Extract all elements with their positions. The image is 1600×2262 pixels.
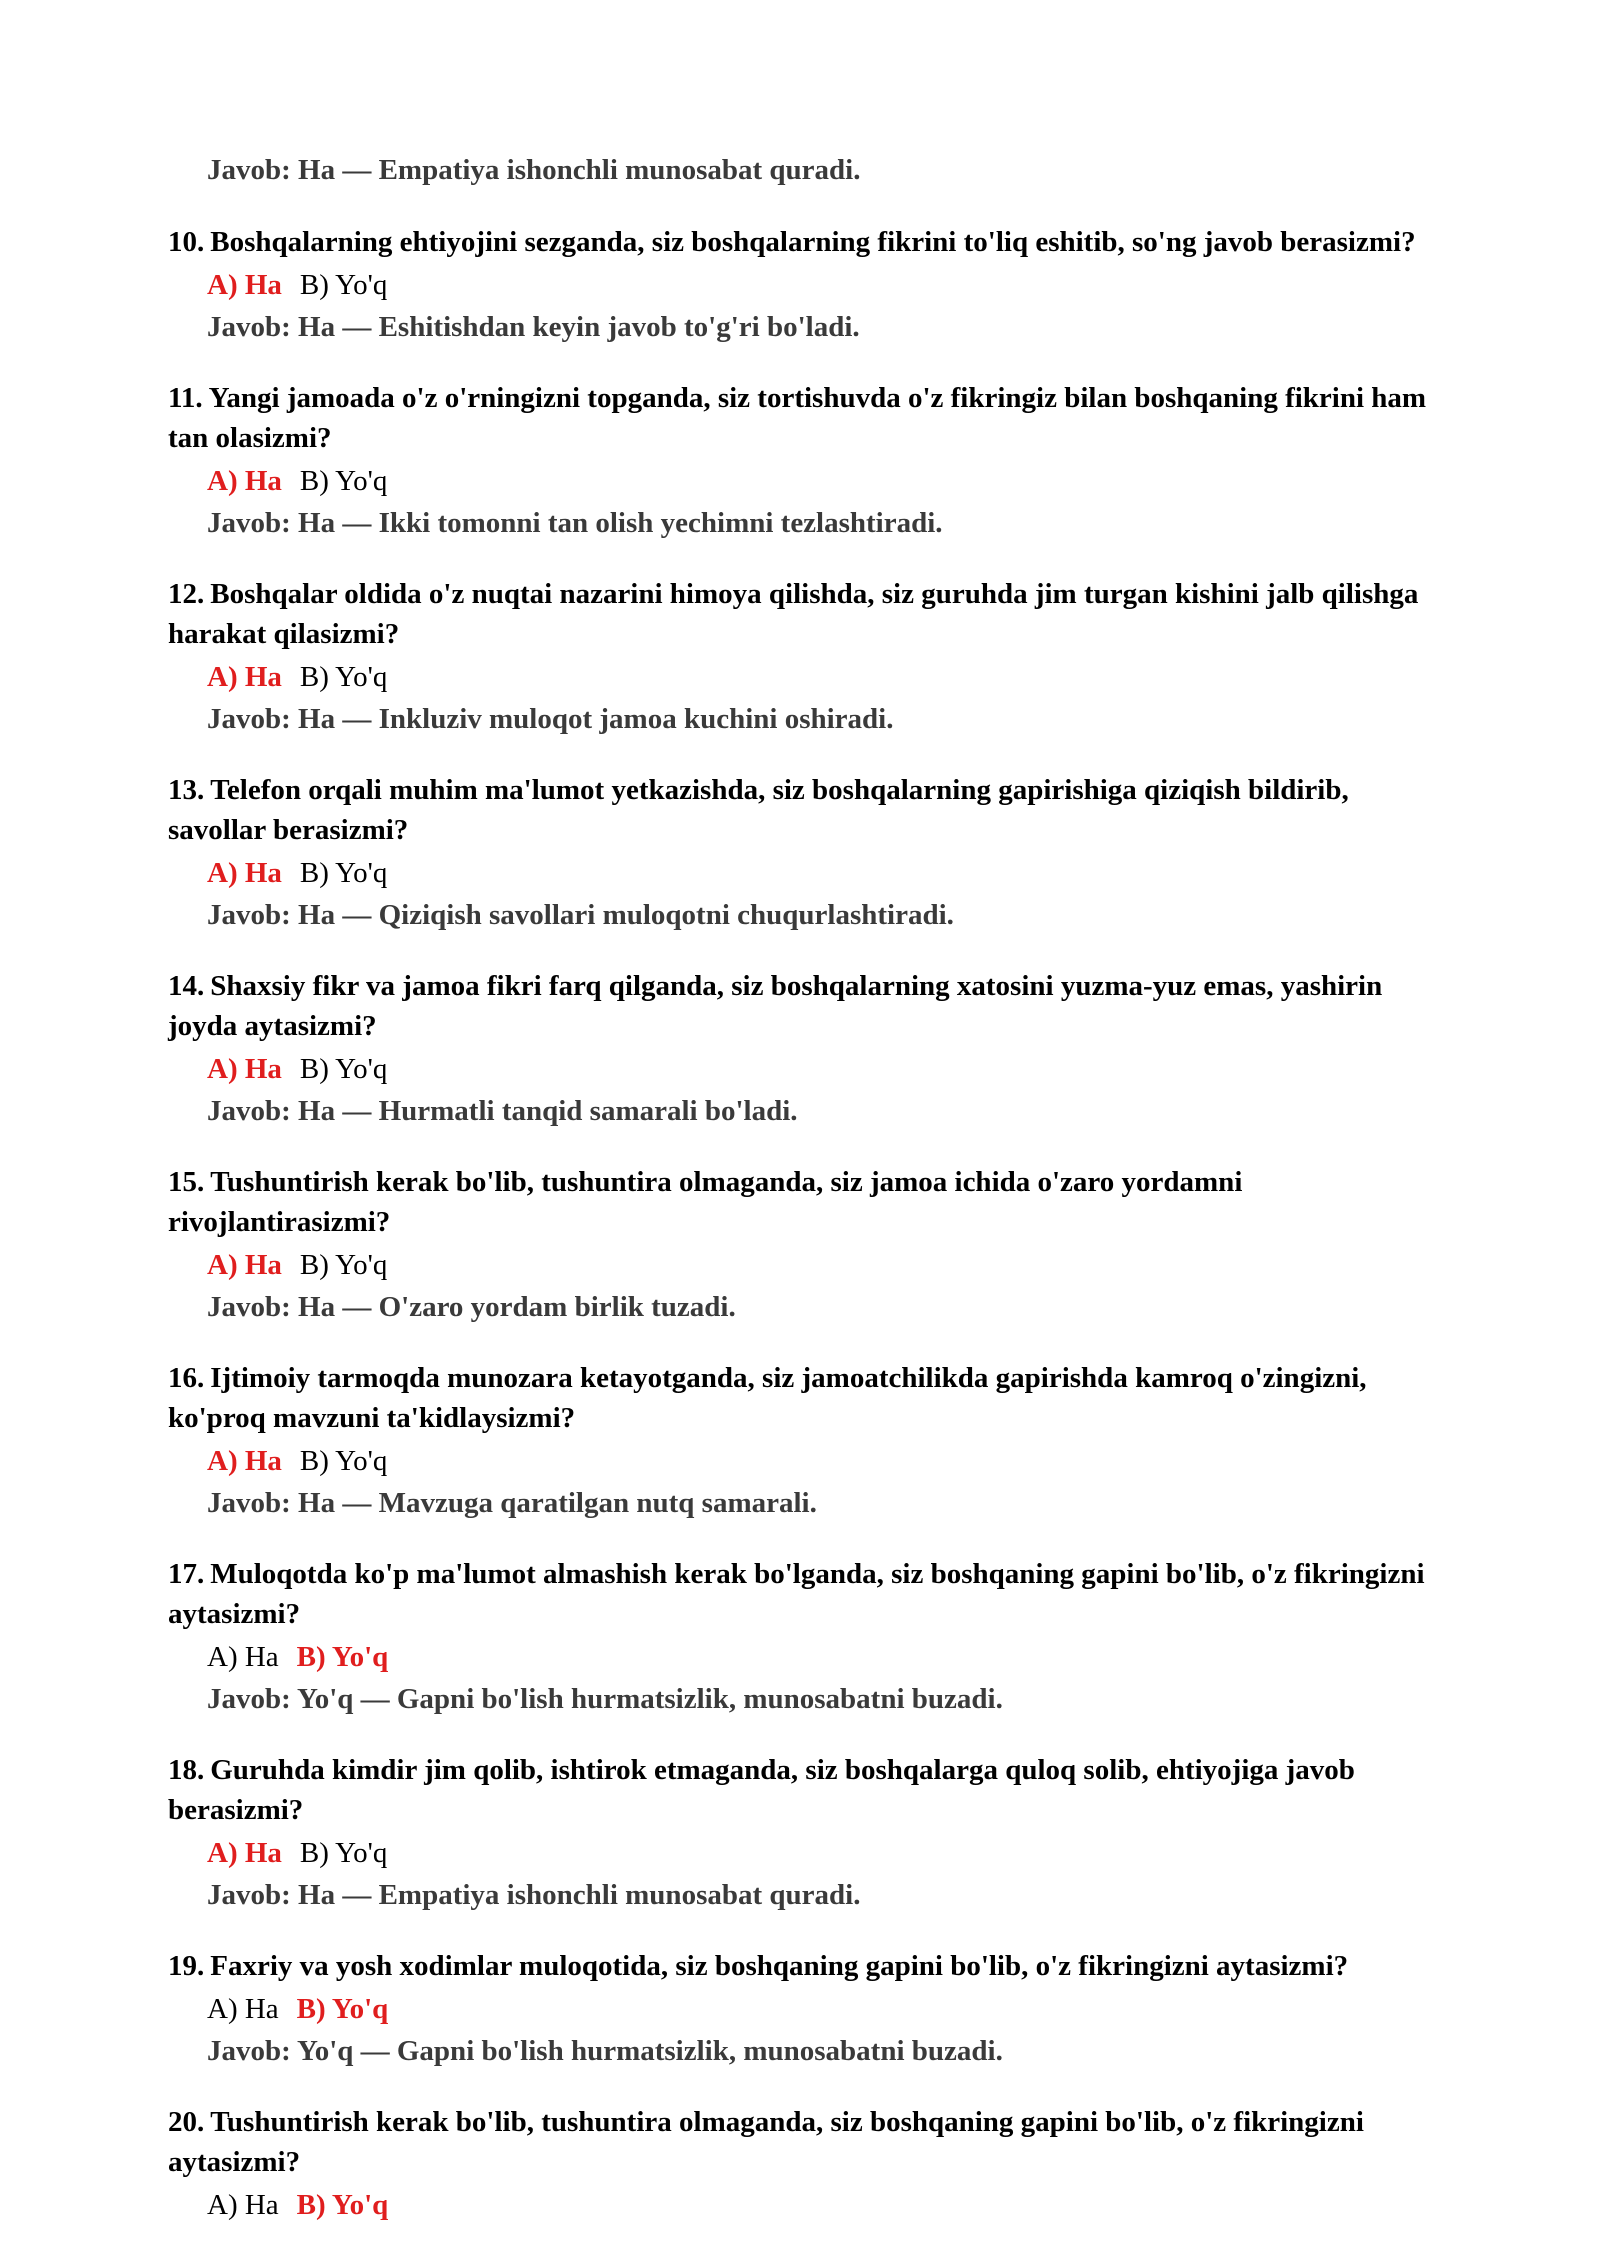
question-body: Ijtimoiy tarmoqda munozara ketayotganda, siz jamoatchilikda gapirishda kamroq o'zingizni, ko'proq mavzuni ta'kidlaysizmi? xyxy=(168,1362,1367,1434)
question-text xyxy=(168,574,1440,654)
option-a: A) Ha xyxy=(207,857,282,889)
question-body: Shaxsiy fikr va jamoa fikri farq qilganda, siz boshqalarning xatosini yuzma-yuz emas, yashirin joyda aytasizmi? xyxy=(168,970,1383,1042)
question-body: Guruhda kimdir jim qolib, ishtirok etmaganda, siz boshqalarga quloq solib, ehtiyojiga javob berasizmi? xyxy=(168,1754,1355,1826)
question-number: 19. xyxy=(168,1950,205,1982)
question-item xyxy=(168,1554,1440,1720)
question-item xyxy=(168,1162,1440,1328)
answer-line: Javob: Ha — O'zaro yordam birlik tuzadi. xyxy=(207,1291,736,1323)
question-text xyxy=(168,1946,1440,1986)
question-text xyxy=(168,222,1440,262)
question-item xyxy=(168,1946,1440,2072)
answer-line: Javob: Ha — Mavzuga qaratilgan nutq samarali. xyxy=(207,1487,817,1519)
question-item xyxy=(168,2102,1440,2226)
question-item xyxy=(168,1750,1440,1916)
answer-options xyxy=(207,1244,1440,1286)
option-b: B) Yo'q xyxy=(296,1641,389,1673)
question-body: Boshqalarning ehtiyojini sezganda, siz boshqalarning fikrini to'liq eshitib, so'ng javob berasizmi? xyxy=(210,226,1416,258)
option-a: A) Ha xyxy=(207,1249,282,1281)
answer-options xyxy=(207,1048,1440,1090)
question-text xyxy=(168,2102,1440,2182)
option-b: B) Yo'q xyxy=(299,269,388,301)
question-text xyxy=(168,1358,1440,1438)
question-number: 15. xyxy=(168,1166,205,1198)
option-b: B) Yo'q xyxy=(296,1993,389,2025)
question-text xyxy=(168,966,1440,1046)
answer-line: Javob: Ha — Hurmatli tanqid samarali bo'ladi. xyxy=(207,1095,798,1127)
option-b: B) Yo'q xyxy=(299,1249,388,1281)
question-body: Telefon orqali muhim ma'lumot yetkazishda, siz boshqalarning gapirishiga qiziqish bildirib, savollar berasizmi? xyxy=(168,774,1349,846)
question-text xyxy=(168,1750,1440,1830)
option-b: B) Yo'q xyxy=(296,2189,389,2221)
option-b: B) Yo'q xyxy=(299,465,388,497)
answer-options xyxy=(207,656,1440,698)
answer-options xyxy=(207,1636,1440,1678)
question-number: 11. xyxy=(168,382,203,414)
option-a: A) Ha xyxy=(207,1053,282,1085)
option-a: A) Ha xyxy=(207,465,282,497)
question-item xyxy=(168,966,1440,1132)
question-body: Boshqalar oldida o'z nuqtai nazarini himoya qilishda, siz guruhda jim turgan kishini jalb qilishga harakat qilasizmi? xyxy=(168,578,1419,650)
option-b: B) Yo'q xyxy=(299,1053,388,1085)
question-text xyxy=(168,378,1440,458)
question-text xyxy=(168,770,1440,850)
question-item xyxy=(168,770,1440,936)
answer-options xyxy=(207,1440,1440,1482)
question-text xyxy=(168,1554,1440,1634)
answer-options xyxy=(207,852,1440,894)
question-number: 16. xyxy=(168,1362,205,1394)
option-a: A) Ha xyxy=(207,1993,279,2025)
question-item xyxy=(168,1358,1440,1524)
answer-line: Javob: Yo'q — Gapni bo'lish hurmatsizlik, munosabatni buzadi. xyxy=(207,1683,1003,1715)
question-text xyxy=(168,1162,1440,1242)
question-number: 14. xyxy=(168,970,205,1002)
question-body: Muloqotda ko'p ma'lumot almashish kerak bo'lganda, siz boshqaning gapini bo'lib, o'z fikringizni aytasizmi? xyxy=(168,1558,1425,1630)
question-body: Faxriy va yosh xodimlar muloqotida, siz boshqaning gapini bo'lib, o'z fikringizni aytasizmi? xyxy=(210,1950,1349,1982)
question-number: 18. xyxy=(168,1754,205,1786)
option-b: B) Yo'q xyxy=(299,857,388,889)
option-a: A) Ha xyxy=(207,1641,279,1673)
answer-options xyxy=(207,1832,1440,1874)
question-item xyxy=(168,222,1440,348)
question-number: 12. xyxy=(168,578,205,610)
answer-line: Javob: Ha — Empatiya ishonchli munosabat quradi. xyxy=(207,154,861,186)
option-b: B) Yo'q xyxy=(299,1445,388,1477)
answer-line: Javob: Ha — Qiziqish savollari muloqotni chuqurlashtiradi. xyxy=(207,899,954,931)
question-list xyxy=(168,222,1440,2226)
option-b: B) Yo'q xyxy=(299,1837,388,1869)
question-item xyxy=(168,574,1440,740)
answer-options xyxy=(207,1988,1440,2030)
option-a: A) Ha xyxy=(207,661,282,693)
answer-line: Javob: Ha — Eshitishdan keyin javob to'g'ri bo'ladi. xyxy=(207,311,860,343)
option-a: A) Ha xyxy=(207,1445,282,1477)
question-number: 10. xyxy=(168,226,205,258)
answer-line: Javob: Ha — Inkluziv muloqot jamoa kuchini oshiradi. xyxy=(207,703,894,735)
question-body: Tushuntirish kerak bo'lib, tushuntira olmaganda, siz boshqaning gapini bo'lib, o'z fikringizni aytasizmi? xyxy=(168,2106,1364,2178)
option-a: A) Ha xyxy=(207,269,282,301)
question-number: 13. xyxy=(168,774,205,806)
question-number: 20. xyxy=(168,2106,205,2138)
question-item xyxy=(168,378,1440,544)
option-a: A) Ha xyxy=(207,2189,279,2221)
question-body: Tushuntirish kerak bo'lib, tushuntira olmaganda, siz jamoa ichida o'zaro yordamni rivojlantirasizmi? xyxy=(168,1166,1243,1238)
answer-options xyxy=(207,264,1440,306)
option-a: A) Ha xyxy=(207,1837,282,1869)
answer-line: Javob: Yo'q — Gapni bo'lish hurmatsizlik, munosabatni buzadi. xyxy=(207,2035,1003,2067)
question-body: Yangi jamoada o'z o'rningizni topganda, siz tortishuvda o'z fikringiz bilan boshqaning fikrini ham tan olasizmi? xyxy=(168,382,1427,454)
answer-options xyxy=(207,460,1440,502)
answer-options xyxy=(207,2184,1440,2226)
answer-line: Javob: Ha — Empatiya ishonchli munosabat quradi. xyxy=(207,1879,861,1911)
question-number: 17. xyxy=(168,1558,205,1590)
answer-line: Javob: Ha — Ikki tomonni tan olish yechimni tezlashtiradi. xyxy=(207,507,943,539)
option-b: B) Yo'q xyxy=(299,661,388,693)
